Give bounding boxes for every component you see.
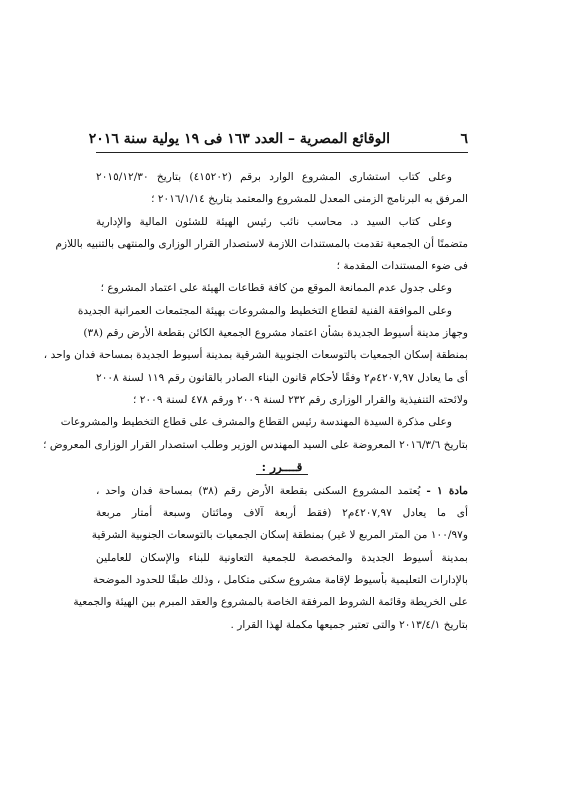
text-line: و١٠٠/٩٧ من المتر المربع لا غير) بمنطقة إسكان الجمعيات بالتوسعات الجنوبية الشرقية <box>91 529 468 542</box>
text-line: بالإدارات التعليمية بأسيوط لإقامة مشروع سكنى متكامل ، وذلك طبقًا للحدود الموضحة <box>92 574 468 587</box>
text-line: وعلى مذكرة السيدة المهندسة رئيس القطاع والمشرف على قطاع التخطيط والمشروعات <box>60 416 452 429</box>
article-first-line <box>96 480 468 502</box>
text-line: بمنطقة إسكان الجمعيات بالتوسعات الجنوبية الشرقية بمدينة أسيوط الجديدة بمساحة فدان واحد ، <box>43 349 468 362</box>
text-line: أى ما يعادل ٤٢٠٧,٩٧م٢ وفقًا لأحكام قانون البناء الصادر بالقانون رقم ١١٩ لسنة ٢٠٠٨ <box>96 371 469 384</box>
page-header <box>88 131 468 153</box>
page-number: ٦ <box>460 131 468 147</box>
text-line: وعلى كتاب استشارى المشروع الوارد برقم (٤١٥٢٠٢) بتاريخ ٢٠١٥/١٢/٣٠ <box>96 171 452 183</box>
text-line: وجهاز مدينة أسيوط الجديدة بشأن اعتماد مشروع الجمعية الكائن بقطعة الأرض رقم (٣٨) <box>83 327 468 340</box>
text-line: وعلى جدول عدم الممانعة الموقع من كافة قطاعات الهيئة على اعتماد المشروع ؛ <box>100 282 452 295</box>
text-line: على الخريطة وقائمة الشروط المرفقة الخاصة بالمشروع والعقد المبرم بين الهيئة والجمعية <box>73 596 468 609</box>
gazette-title: الوقائع المصرية – العدد ١٦٣ فى ١٩ يولية سنة ٢٠١٦ <box>88 131 390 147</box>
article-label: مادة ١ - <box>426 484 469 497</box>
text-line: بمدينة أسيوط الجديدة والمخصصة للجمعية التعاونية للبناء والإسكان للعاملين <box>96 551 468 564</box>
text-line: ولائحته التنفيذية والقرار الوزارى رقم ٢٣٢ لسنة ٢٠٠٩ ورقم ٤٧٨ لسنة ٢٠٠٩ ؛ <box>133 393 468 406</box>
text-line: المرفق به البرنامج الزمنى المعدل للمشروع والمعتمد بتاريخ ٢٠١٦/١/١٤ ؛ <box>151 193 468 206</box>
text-line: متضمنًا أن الجمعية تقدمت بالمستندات اللازمة لاستصدار القرار الوزارى والمنتهى بالتنبيه باللازم <box>55 237 468 250</box>
text-line: أى ما يعادل ٤٢٠٧,٩٧م٢ (فقط أربعة آلاف ومائتان وسبعة أمتار مربعة <box>96 507 468 520</box>
decision-heading <box>96 456 468 480</box>
article-text: يُعتمد المشروع السكنى بقطعة الأرض رقم (٣٨) بمساحة فدان واحد ، <box>96 484 421 497</box>
text-line: وعلى الموافقة الفنية لقطاع التخطيط والمشروعات بهيئة المجتمعات العمرانية الجديدة <box>77 304 452 317</box>
decision-title-text: قــــرر : <box>256 460 309 475</box>
text-line: بتاريخ ٢٠١٣/٤/١ والتى تعتبر جميعها مكملة لهذا القرار . <box>230 618 468 631</box>
text-line: بتاريخ ٢٠١٦/٣/٦ المعروضة على السيد المهندس الوزير وطلب استصدار القرار الوزارى المعروض ؛ <box>43 438 468 451</box>
text-line: فى ضوء المستندات المقدمة ؛ <box>336 260 468 273</box>
header-divider <box>96 152 468 153</box>
document-body <box>43 166 469 636</box>
text-line: وعلى كتاب السيد د. محاسب نائب رئيس الهيئة للشئون المالية والإدارية <box>96 215 452 228</box>
